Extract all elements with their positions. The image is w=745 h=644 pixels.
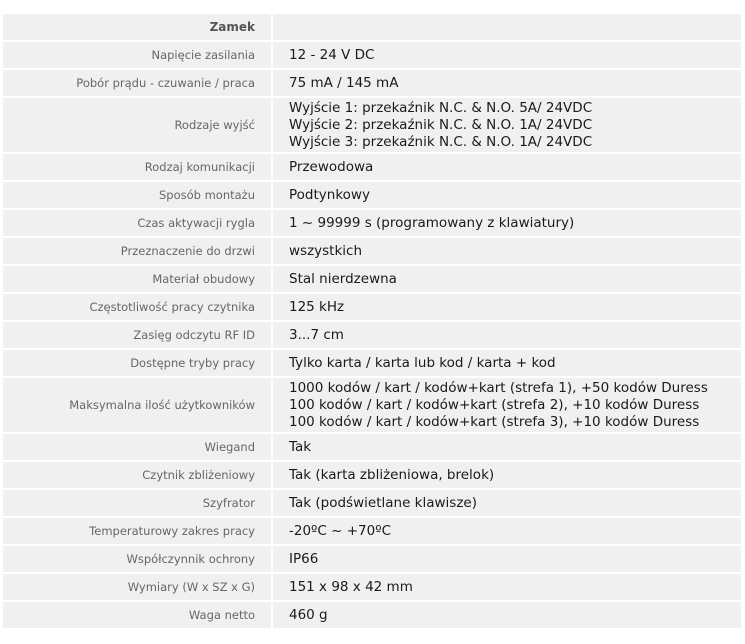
spec-value-line: Wyjście 3: przekaźnik N.C. & N.O. 1A/ 24VDC — [289, 133, 593, 150]
spec-value — [273, 98, 741, 152]
spec-value-line: 1000 kodów / kart / kodów+kart (strefa 1), +50 kodów Duress — [289, 379, 708, 396]
table-row — [3, 322, 741, 348]
table-row — [3, 238, 741, 264]
spec-value — [273, 266, 741, 292]
spec-value — [273, 238, 741, 264]
table-row — [3, 70, 741, 96]
spec-label: Czytnik zbliżeniowy — [3, 462, 273, 488]
table-row — [3, 266, 741, 292]
spec-label: Maksymalna ilość użytkowników — [3, 378, 273, 432]
spec-label: Temperaturowy zakres pracy — [3, 518, 273, 544]
header-value — [273, 14, 741, 40]
table-row — [3, 154, 741, 180]
table-row — [3, 210, 741, 236]
table-row — [3, 574, 741, 600]
table-row — [3, 98, 741, 152]
specification-table — [3, 12, 741, 630]
spec-value — [273, 378, 741, 432]
spec-value-line: 100 kodów / kart / kodów+kart (strefa 2), +10 kodów Duress — [289, 396, 700, 413]
spec-label: Współczynnik ochrony — [3, 546, 273, 572]
table-row — [3, 294, 741, 320]
table-row — [3, 42, 741, 68]
spec-label: Sposób montażu — [3, 182, 273, 208]
spec-value — [273, 294, 741, 320]
spec-value-line: 151 x 98 x 42 mm — [289, 578, 413, 595]
spec-label: Materiał obudowy — [3, 266, 273, 292]
spec-value — [273, 518, 741, 544]
spec-value-line: 100 kodów / kart / kodów+kart (strefa 3), +10 kodów Duress — [289, 413, 700, 430]
spec-label: Zasięg odczytu RF ID — [3, 322, 273, 348]
spec-value-line: 12 - 24 V DC — [289, 46, 375, 63]
header-label: Zamek — [3, 14, 273, 40]
spec-label: Dostępne tryby pracy — [3, 350, 273, 376]
table-row — [3, 490, 741, 516]
spec-value-line: Przewodowa — [289, 158, 374, 175]
spec-value-line: 3...7 cm — [289, 326, 344, 343]
spec-value — [273, 350, 741, 376]
spec-value-line: 460 g — [289, 606, 328, 623]
spec-label: Czas aktywacji rygla — [3, 210, 273, 236]
table-row — [3, 434, 741, 460]
spec-value — [273, 154, 741, 180]
table-header-row — [3, 14, 741, 40]
spec-label: Przeznaczenie do drzwi — [3, 238, 273, 264]
spec-value — [273, 42, 741, 68]
spec-value — [273, 70, 741, 96]
spec-label: Waga netto — [3, 602, 273, 628]
spec-label: Rodzaje wyjść — [3, 98, 273, 152]
spec-value — [273, 462, 741, 488]
spec-label: Szyfrator — [3, 490, 273, 516]
spec-value-line: Podtynkowy — [289, 186, 370, 203]
spec-value-line: Tak (karta zbliżeniowa, brelok) — [289, 466, 495, 483]
spec-value-line: IP66 — [289, 550, 319, 567]
spec-value-line: Wyjście 1: przekaźnik N.C. & N.O. 5A/ 24VDC — [289, 99, 593, 116]
spec-value-line: Tak (podświetlane klawisze) — [289, 494, 477, 511]
spec-label: Wymiary (W x SZ x G) — [3, 574, 273, 600]
spec-label: Wiegand — [3, 434, 273, 460]
table-row — [3, 350, 741, 376]
spec-value-line: 125 kHz — [289, 298, 345, 315]
spec-value-line: Wyjście 2: przekaźnik N.C. & N.O. 1A/ 24VDC — [289, 116, 593, 133]
table-row — [3, 378, 741, 432]
table-row — [3, 546, 741, 572]
spec-value — [273, 574, 741, 600]
spec-value — [273, 182, 741, 208]
spec-label: Rodzaj komunikacji — [3, 154, 273, 180]
spec-value-line: Tak — [289, 438, 312, 455]
spec-value — [273, 434, 741, 460]
spec-value — [273, 602, 741, 628]
spec-value — [273, 210, 741, 236]
spec-value-line: 1 ~ 99999 s (programowany z klawiatury) — [289, 214, 575, 231]
spec-value-line: -20ºC ~ +70ºC — [289, 522, 392, 539]
table-row — [3, 602, 741, 628]
table-row — [3, 182, 741, 208]
spec-label: Napięcie zasilania — [3, 42, 273, 68]
table-row — [3, 462, 741, 488]
spec-value — [273, 490, 741, 516]
spec-value-line: 75 mA / 145 mA — [289, 74, 399, 91]
specification-table-body — [3, 14, 741, 628]
spec-value-line: Stal nierdzewna — [289, 270, 397, 287]
spec-label: Częstotliwość pracy czytnika — [3, 294, 273, 320]
table-row — [3, 518, 741, 544]
spec-value — [273, 546, 741, 572]
spec-value-line: Tylko karta / karta lub kod / karta + kod — [289, 354, 556, 371]
spec-label: Pobór prądu - czuwanie / praca — [3, 70, 273, 96]
spec-value-line: wszystkich — [289, 242, 363, 259]
spec-value — [273, 322, 741, 348]
